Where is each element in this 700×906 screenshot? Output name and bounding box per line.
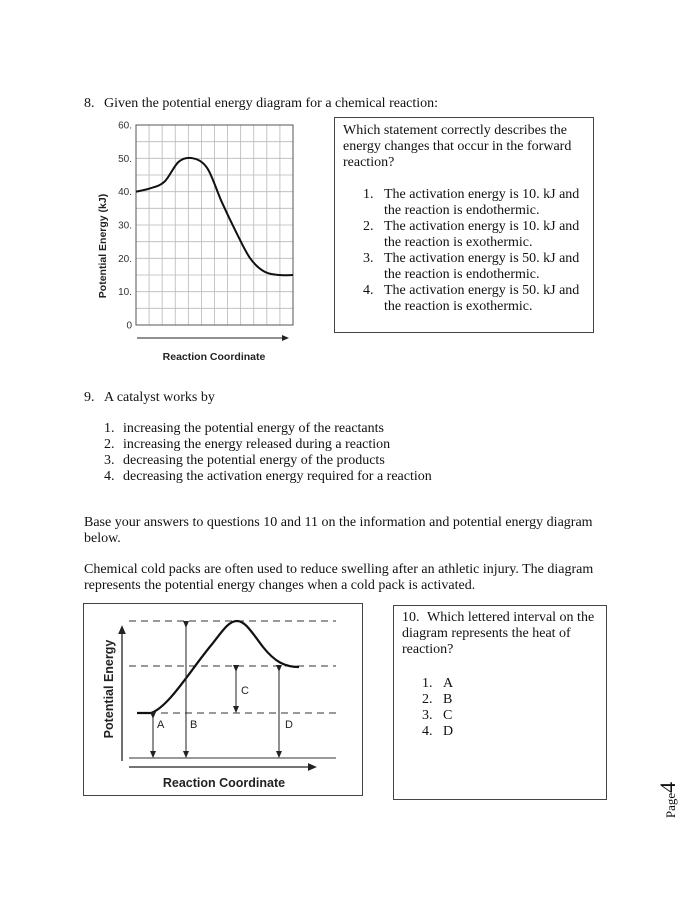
q9-choice-4 <box>104 469 524 485</box>
q8-choice-3 <box>363 251 585 283</box>
q10-choice-number: 3. <box>422 708 433 723</box>
diagram-x-axis-label: Reaction Coordinate <box>162 776 286 790</box>
page-word: Page <box>663 792 678 819</box>
q9-choice-2 <box>104 437 524 453</box>
q10-question: Which lettered interval on the diagram represents the heat of reaction? <box>402 610 595 657</box>
q8-choice-text: The activation energy is 10. kJ and the reaction is exothermic. <box>384 219 580 250</box>
q8-number: 8. <box>84 96 95 111</box>
q8-choice-number: 2. <box>363 219 374 234</box>
page-label <box>648 776 688 824</box>
q8-choice-number: 3. <box>363 251 374 266</box>
q10-choice-number: 4. <box>422 724 433 739</box>
interval-c-label: C <box>241 685 249 697</box>
q8-choice-text: The activation energy is 10. kJ and the reaction is endothermic. <box>384 187 580 218</box>
q8-y-tick-label: 0 <box>126 320 132 332</box>
q10-question-box <box>393 605 607 800</box>
q8-stem-row <box>84 96 438 112</box>
q10-choice-4 <box>422 724 598 740</box>
q9-choice-number: 3. <box>104 453 115 468</box>
q8-y-axis-label: Potential Energy (kJ) <box>97 193 109 299</box>
q10-question-row <box>402 610 598 658</box>
interval-d-label: D <box>285 719 293 731</box>
q8-x-axis-label: Reaction Coordinate <box>162 351 266 363</box>
q10-choice-text: B <box>443 692 453 707</box>
diagram-y-axis-label: Potential Energy <box>102 639 116 739</box>
q8-question-box <box>334 117 594 333</box>
interval-a-label: A <box>157 719 165 731</box>
q9-choice-text: decreasing the potential energy of the products <box>123 453 385 468</box>
q10-choice-list <box>402 676 598 740</box>
cold-pack-diagram-box <box>83 603 363 796</box>
q10-choice-text: C <box>443 708 453 723</box>
q8-y-axis-label-group <box>97 194 109 298</box>
q8-choice-number: 4. <box>363 283 374 298</box>
cold-pack-diagram <box>84 604 363 796</box>
q8-choice-1 <box>363 187 585 219</box>
q8-choice-text: The activation energy is 50. kJ and the reaction is exothermic. <box>384 283 580 314</box>
q8-choice-text: The activation energy is 50. kJ and the reaction is endothermic. <box>384 251 580 282</box>
q9-choice-number: 1. <box>104 421 115 436</box>
q10-choice-3 <box>422 708 598 724</box>
q10-choice-number: 2. <box>422 692 433 707</box>
q9-choice-list <box>104 421 524 485</box>
q9-choice-number: 2. <box>104 437 115 452</box>
q8-choice-2 <box>363 219 585 251</box>
q9-choice-3 <box>104 453 524 469</box>
q10-choice-1 <box>422 676 598 692</box>
q8-y-tick-label: 50. <box>118 153 132 165</box>
q10-number: 10. <box>402 610 420 625</box>
q8-energy-chart <box>90 112 320 370</box>
q8-y-tick-label: 10. <box>118 287 132 299</box>
q8-choice-4 <box>363 283 585 315</box>
q8-y-tick-label: 30. <box>118 220 132 232</box>
q8-choice-number: 1. <box>363 187 374 202</box>
q8-x-axis-arrowhead <box>282 335 289 341</box>
q8-choice-list <box>343 187 585 315</box>
q9-choice-text: increasing the energy released during a reaction <box>123 437 391 452</box>
page-number: 4 <box>655 781 680 793</box>
q9-stem-row <box>84 390 215 406</box>
interval-b-label: B <box>190 719 198 731</box>
q9-stem: A catalyst works by <box>104 390 215 405</box>
q8-y-tick-label: 60. <box>118 120 132 132</box>
q10-choice-2 <box>422 692 598 708</box>
q8-question: Which statement correctly describes the energy changes that occur in the forward reaction? <box>343 123 572 170</box>
intro-paragraph-2: Chemical cold packs are often used to reduce swelling after an athletic injury. The diagram represents the potential energy changes when a cold pack is activated. <box>84 562 594 593</box>
q8-chart-grid <box>136 125 293 325</box>
q8-y-tick-label: 40. <box>118 187 132 199</box>
q8-y-tick-label: 20. <box>118 253 132 265</box>
intro-paragraph-1: Base your answers to questions 10 and 11 on the information and potential energy diagram below. <box>84 515 593 546</box>
q10-choice-text: D <box>443 724 454 739</box>
diagram-energy-curve <box>137 621 299 713</box>
q9-choice-text: increasing the potential energy of the reactants <box>123 421 384 436</box>
q8-stem: Given the potential energy diagram for a chemical reaction: <box>104 96 439 111</box>
q9-choice-1 <box>104 421 524 437</box>
q9-number: 9. <box>84 390 95 405</box>
q9-choice-text: decreasing the activation energy required for a reaction <box>123 469 432 484</box>
q10-choice-number: 1. <box>422 676 433 691</box>
q10-choice-text: A <box>443 676 454 691</box>
q9-choice-number: 4. <box>104 469 115 484</box>
